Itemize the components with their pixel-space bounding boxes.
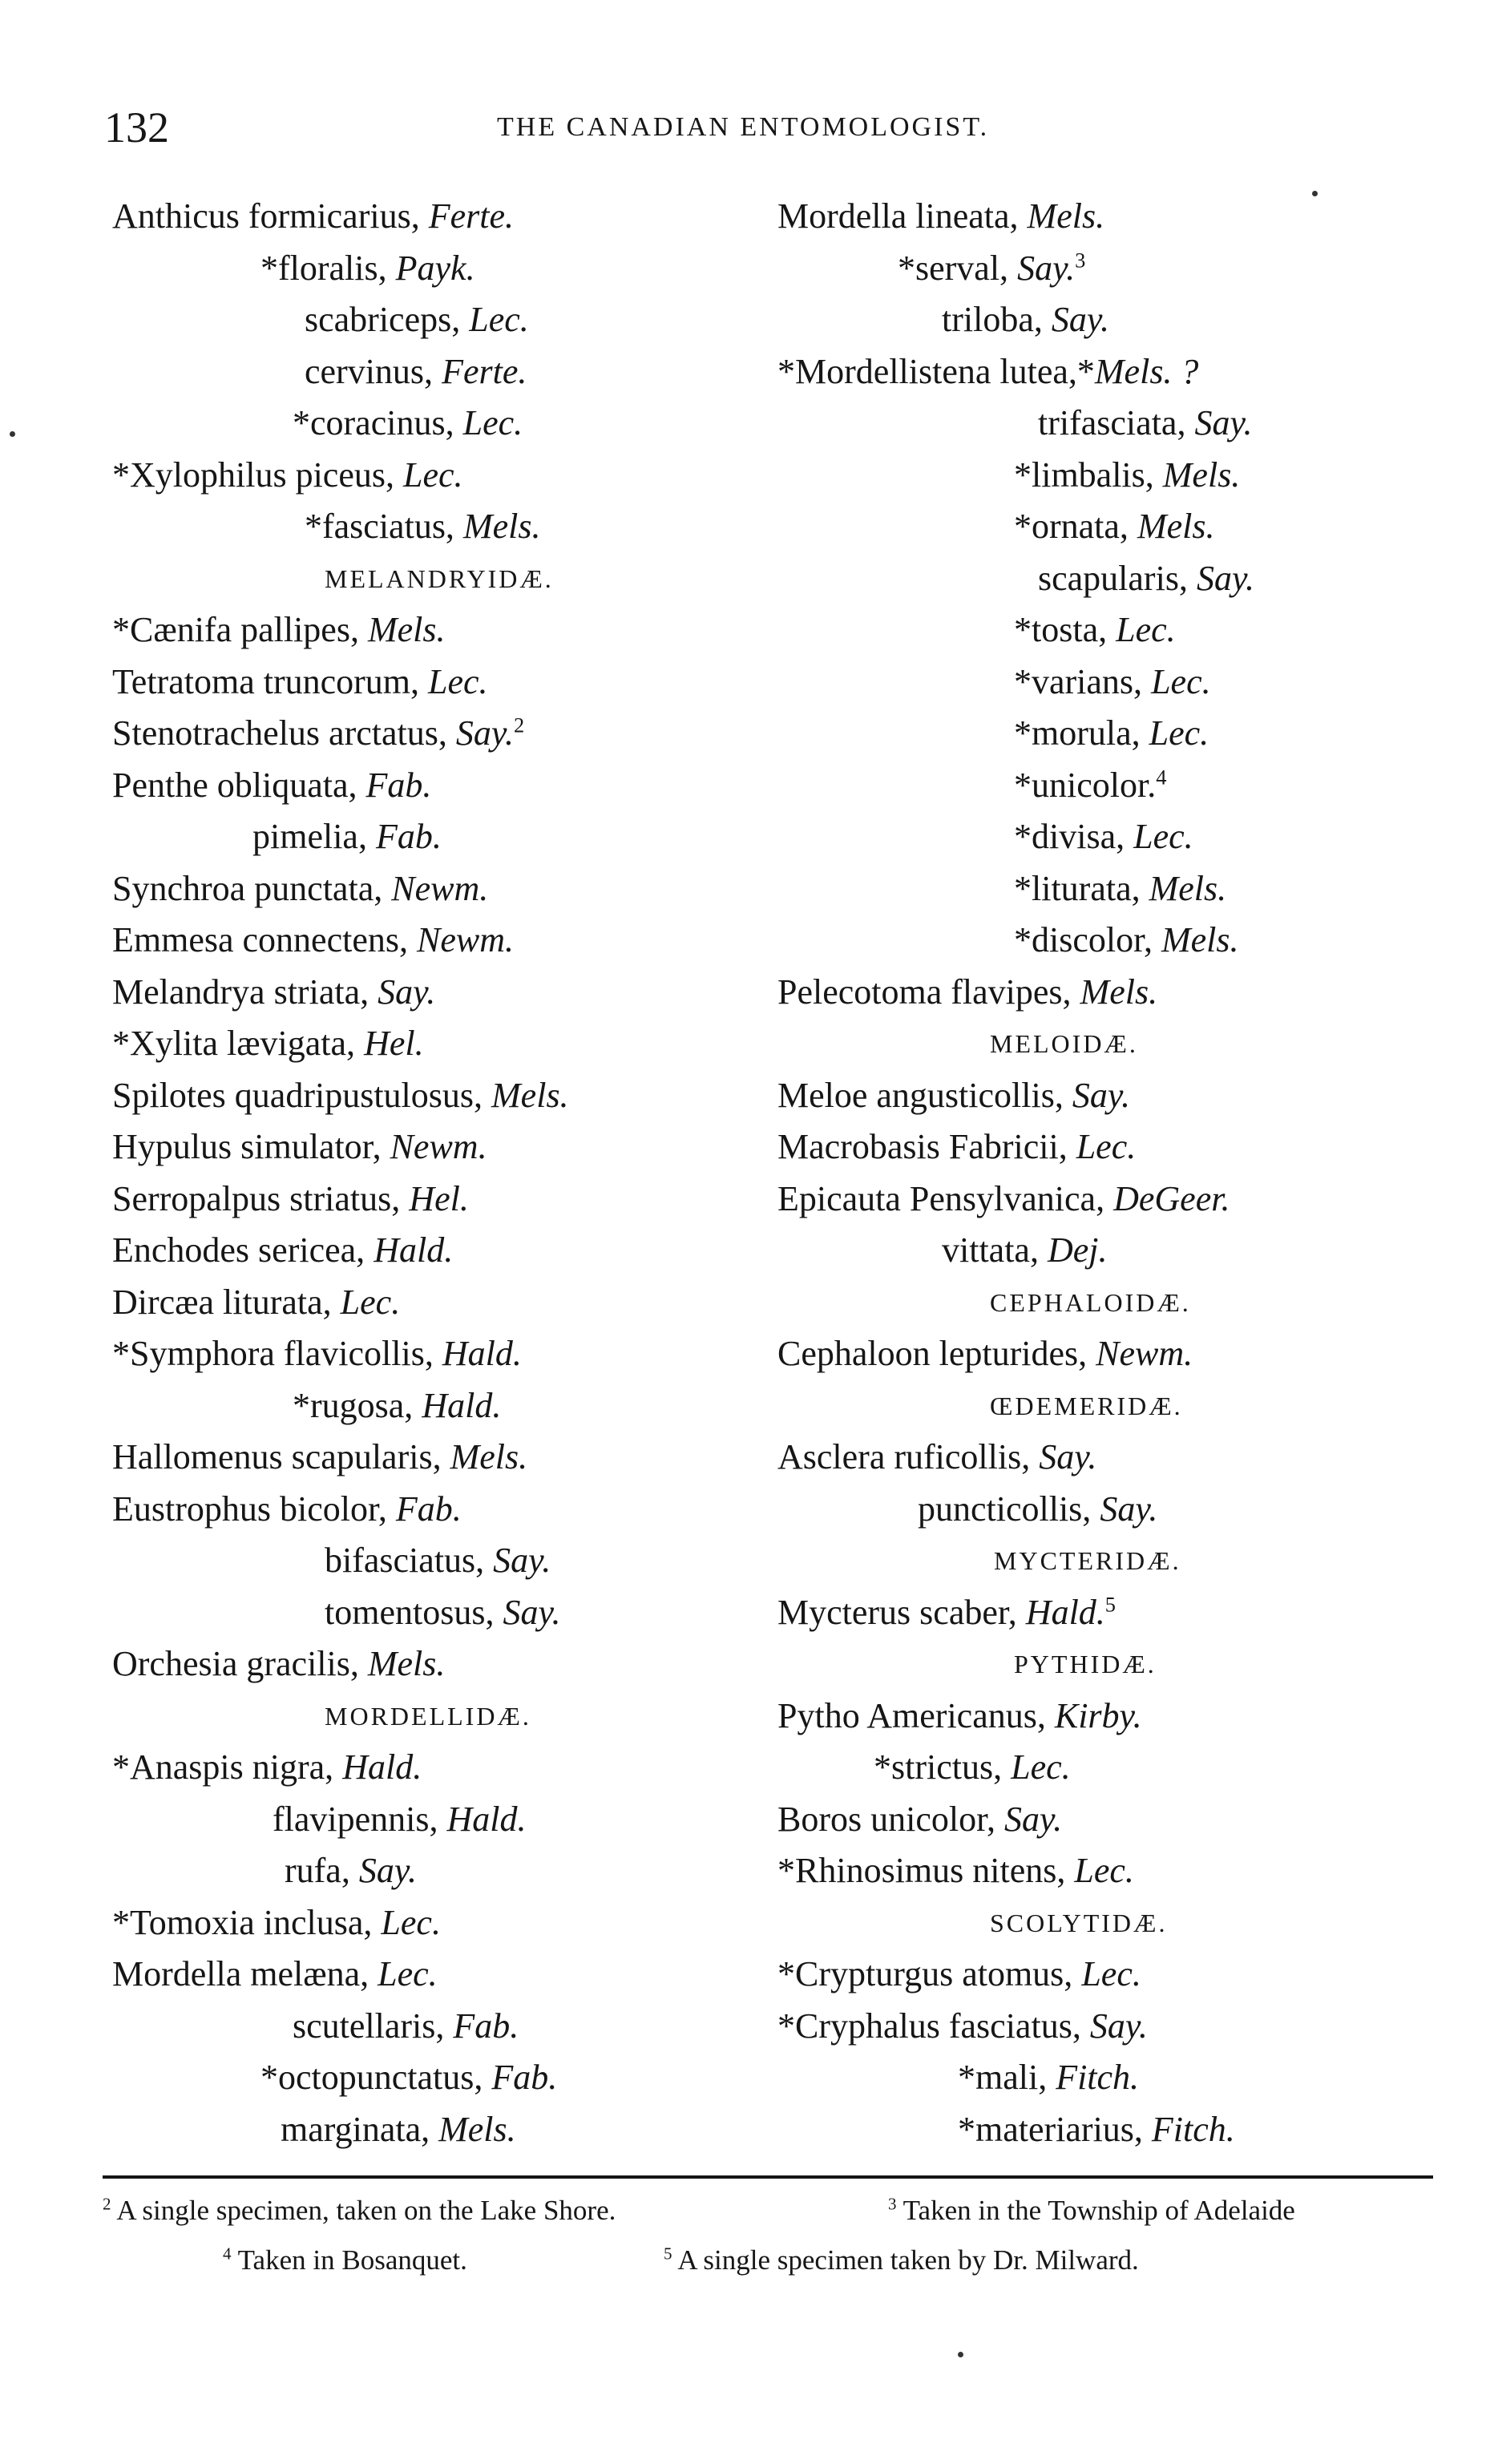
species-entry xyxy=(777,450,1443,502)
family-name: CEPHALOIDÆ. xyxy=(990,1287,1191,1317)
author-name: Ferte. xyxy=(442,351,527,391)
author-name: Lec. xyxy=(469,300,529,339)
species-entry xyxy=(777,1587,1443,1639)
author-name: Fab. xyxy=(491,2058,558,2097)
author-name: DeGeer. xyxy=(1113,1178,1230,1218)
species-entry xyxy=(112,1484,769,1536)
author-name: Lec. xyxy=(1116,610,1176,649)
species-entry xyxy=(777,1949,1443,2001)
species-name: Mordella lineata, xyxy=(777,196,1028,236)
species-entry xyxy=(777,656,1443,709)
species-entry xyxy=(777,760,1443,812)
species-entry xyxy=(112,1225,769,1277)
species-entry xyxy=(112,915,769,967)
species-name: bifasciatus, xyxy=(325,1541,494,1580)
page-header xyxy=(0,103,1486,159)
species-name: Serropalpus striatus, xyxy=(112,1178,410,1218)
author-name: Lec. xyxy=(1151,661,1211,701)
family-name: MYCTERIDÆ. xyxy=(994,1546,1181,1575)
species-name: flavipennis, xyxy=(273,1799,447,1839)
species-name: *Cænifa pallipes, xyxy=(112,610,368,649)
species-entry xyxy=(112,346,769,398)
author-name: Say. xyxy=(1100,1488,1158,1529)
print-speck xyxy=(1312,191,1318,196)
species-entry xyxy=(112,243,769,295)
species-entry xyxy=(777,1690,1443,1743)
species-entry xyxy=(112,708,769,760)
author-name: Hel. xyxy=(409,1178,469,1218)
species-entry xyxy=(777,1328,1443,1380)
species-name: rufa, xyxy=(285,1851,359,1890)
species-name: Dircæa liturata, xyxy=(112,1282,341,1322)
species-name: *tosta, xyxy=(1014,610,1117,649)
author-name: Lec. xyxy=(1076,1127,1137,1166)
species-entry xyxy=(112,1845,769,1897)
author-name: Lec. xyxy=(1133,817,1193,856)
author-name: Say. xyxy=(1051,300,1109,339)
footnote-ref: 2 xyxy=(513,713,525,737)
author-name: Mels. xyxy=(1162,454,1241,495)
author-name: Hald. xyxy=(1025,1592,1105,1632)
species-name: Eustrophus bicolor, xyxy=(112,1488,396,1529)
species-name: *Xylita lævigata, xyxy=(112,1024,365,1063)
author-name: Lec. xyxy=(428,661,488,701)
species-entry xyxy=(112,1949,769,2001)
species-entry xyxy=(777,1794,1443,1846)
author-name: Lec. xyxy=(1011,1747,1071,1787)
species-entry xyxy=(777,191,1443,243)
family-name: MORDELLIDÆ. xyxy=(325,1701,531,1731)
author-name: Say. xyxy=(1039,1437,1097,1476)
species-name: triloba, xyxy=(942,300,1052,339)
species-name: Orchesia gracilis, xyxy=(112,1644,368,1683)
species-name: *materiarius, xyxy=(958,2109,1152,2149)
species-entry xyxy=(112,811,769,863)
author-name: Say. xyxy=(1004,1799,1063,1839)
species-name: Asclera ruficollis, xyxy=(777,1437,1040,1476)
running-title: THE CANADIAN ENTOMOLOGIST. xyxy=(497,112,990,142)
species-entry xyxy=(112,2052,769,2104)
species-name: Meloe angusticollis, xyxy=(777,1075,1072,1115)
species-name: Macrobasis Fabricii, xyxy=(777,1127,1076,1166)
author-name: Mels. xyxy=(462,507,541,546)
family-heading xyxy=(112,1690,769,1743)
species-name: *Xylophilus piceus, xyxy=(112,454,403,495)
species-entry xyxy=(112,294,769,346)
species-entry xyxy=(777,915,1443,967)
author-name: Lec. xyxy=(1074,1851,1134,1890)
species-entry xyxy=(112,1277,769,1329)
species-entry xyxy=(112,1897,769,1949)
species-name: Pelecotoma flavipes, xyxy=(777,971,1080,1012)
species-name: Mordella melæna, xyxy=(112,1954,378,1993)
family-heading xyxy=(777,1638,1443,1690)
species-name: Mycterus scaber, xyxy=(777,1592,1026,1632)
species-name: cervinus, xyxy=(305,351,442,391)
species-name: *liturata, xyxy=(1014,868,1149,908)
species-name: *floralis, xyxy=(260,248,396,288)
species-entry xyxy=(112,1587,769,1639)
footnote-ref: 5 xyxy=(1104,1591,1116,1616)
species-name: *Anaspis nigra, xyxy=(112,1747,343,1787)
species-entry xyxy=(777,1484,1443,1536)
species-name: Stenotrachelus arctatus, xyxy=(112,713,456,753)
species-entry xyxy=(777,398,1443,450)
species-name: *Crypturgus atomus, xyxy=(777,1954,1082,1993)
species-entry xyxy=(777,2001,1443,2053)
species-entry xyxy=(112,2104,769,2156)
species-entry xyxy=(112,1328,769,1380)
family-heading xyxy=(777,1897,1443,1949)
species-name: *varians, xyxy=(1014,661,1152,701)
species-entry xyxy=(777,863,1443,915)
species-entry xyxy=(112,501,769,553)
species-entry xyxy=(112,604,769,656)
species-name: *mali, xyxy=(958,2058,1056,2097)
species-name: *Cryphalus fasciatus, xyxy=(777,2006,1090,2046)
family-name: PYTHIDÆ. xyxy=(1014,1650,1157,1678)
species-entry xyxy=(777,1742,1443,1794)
species-name: Hallomenus scapularis, xyxy=(112,1437,450,1476)
species-name: *strictus, xyxy=(874,1747,1012,1787)
author-name: Lec. xyxy=(402,454,463,495)
page-number: 132 xyxy=(104,103,169,151)
author-name: Fitch. xyxy=(1056,2058,1140,2097)
author-name: Say. xyxy=(1194,403,1253,442)
species-name: *coracinus, xyxy=(293,403,463,442)
species-entry xyxy=(777,1432,1443,1484)
author-name: Hald. xyxy=(342,1747,422,1787)
species-name: tomentosus, xyxy=(325,1592,503,1632)
author-name: Newm. xyxy=(391,868,489,908)
family-name: SCOLYTIDÆ. xyxy=(990,1908,1168,1937)
species-entry xyxy=(112,1535,769,1587)
author-name: Say. xyxy=(1017,248,1076,288)
species-name: Hypulus simulator, xyxy=(112,1127,390,1166)
family-heading xyxy=(777,1535,1443,1587)
author-name: Lec. xyxy=(462,403,523,442)
species-entry xyxy=(112,191,769,243)
species-name: scapularis, xyxy=(1038,558,1197,598)
author-name: Mels. xyxy=(1080,971,1158,1012)
species-name: scabriceps, xyxy=(305,300,470,339)
species-name: scutellaris, xyxy=(293,2006,454,2046)
species-entry xyxy=(777,553,1443,605)
species-name: Epicauta Pensylvanica, xyxy=(777,1178,1114,1218)
author-name: Mels. xyxy=(438,2109,516,2149)
author-name: Fab. xyxy=(395,1488,462,1529)
author-name: Newm. xyxy=(1096,1334,1193,1373)
species-name: vittata, xyxy=(942,1230,1048,1270)
author-name: Mels. xyxy=(1161,920,1239,959)
species-name: puncticollis, xyxy=(918,1488,1100,1529)
author-name: Say. xyxy=(378,971,436,1012)
species-name: *octopunctatus, xyxy=(260,2058,492,2097)
species-name: Cephaloon lepturides, xyxy=(777,1334,1096,1373)
author-name: Say. xyxy=(1072,1075,1130,1115)
left-column xyxy=(112,191,769,2155)
author-name: Say. xyxy=(493,1541,551,1580)
family-name: MELANDRYIDÆ. xyxy=(325,563,554,593)
species-name: *Symphora flavicollis, xyxy=(112,1334,442,1373)
species-name: marginata, xyxy=(281,2109,439,2149)
author-name: Newm. xyxy=(416,920,514,959)
species-entry xyxy=(112,1432,769,1484)
author-name: Lec. xyxy=(378,1954,438,1993)
species-entry xyxy=(777,243,1443,295)
author-name: Newm. xyxy=(390,1127,487,1166)
species-entry xyxy=(777,1173,1443,1226)
author-name: Lec. xyxy=(1149,713,1209,753)
author-name: Fab. xyxy=(375,817,442,856)
species-entry xyxy=(777,346,1443,398)
species-name: *Rhinosimus nitens, xyxy=(777,1851,1075,1890)
species-name: *fasciatus, xyxy=(305,507,463,546)
footnote-2: $^2$ A single specimen, taken on the Lake Shore. xyxy=(103,2194,616,2226)
species-entry xyxy=(112,1638,769,1690)
right-column xyxy=(777,191,1443,2155)
family-name: MELOIDÆ. xyxy=(990,1029,1138,1058)
species-entry xyxy=(112,1380,769,1432)
species-entry xyxy=(777,501,1443,553)
print-speck xyxy=(958,2352,963,2357)
species-name: pimelia, xyxy=(252,817,376,856)
footnote-4: $^4$ Taken in Bosanquet. xyxy=(223,2244,467,2276)
author-name: Lec. xyxy=(1081,1954,1141,1993)
author-name: Fab. xyxy=(365,765,432,805)
author-name: Mels. xyxy=(367,610,446,649)
author-name: Fitch. xyxy=(1151,2109,1235,2149)
species-entry xyxy=(777,1845,1443,1897)
species-name: *discolor, xyxy=(1014,920,1161,959)
species-name: Emmesa connectens, xyxy=(112,920,417,959)
author-name: Lec. xyxy=(340,1282,401,1322)
author-name: Mels. xyxy=(450,1437,528,1476)
author-name: Say. xyxy=(1089,2006,1148,2046)
species-name: *ornata, xyxy=(1014,507,1137,546)
species-entry xyxy=(112,967,769,1019)
species-entry xyxy=(112,1742,769,1794)
species-name: Melandrya striata, xyxy=(112,971,378,1012)
author-name: Hald. xyxy=(442,1334,522,1373)
species-name: Anthicus formicarius, xyxy=(112,196,429,236)
species-name: *serval, xyxy=(898,248,1018,288)
print-speck xyxy=(10,431,15,437)
footnote-ref: 3 xyxy=(1075,247,1086,272)
author-name: Kirby. xyxy=(1054,1695,1142,1735)
species-name: *limbalis, xyxy=(1014,454,1163,495)
family-heading xyxy=(777,1380,1443,1432)
author-name: Mels. xyxy=(367,1644,446,1683)
species-entry xyxy=(777,1121,1443,1173)
species-entry xyxy=(112,398,769,450)
species-entry xyxy=(112,1070,769,1122)
species-name: Boros unicolor, xyxy=(777,1799,1004,1839)
species-entry xyxy=(112,1173,769,1226)
species-entry xyxy=(112,1018,769,1070)
species-entry xyxy=(777,708,1443,760)
species-entry xyxy=(777,2104,1443,2156)
species-entry xyxy=(112,450,769,502)
species-name: *Tomoxia inclusa, xyxy=(112,1902,382,1942)
author-name: Say. xyxy=(358,1851,417,1890)
species-name: Penthe obliquata, xyxy=(112,765,366,805)
species-name: Tetratoma truncorum, xyxy=(112,661,429,701)
family-heading xyxy=(777,1018,1443,1070)
species-name: trifasciata, xyxy=(1038,403,1195,442)
author-name: Mels. ? xyxy=(1094,351,1199,391)
author-name: Fab. xyxy=(453,2006,519,2046)
species-name: *unicolor. xyxy=(1014,765,1157,805)
author-name: Mels. xyxy=(1149,868,1227,908)
species-name: Pytho Americanus, xyxy=(777,1695,1055,1735)
author-name: Lec. xyxy=(381,1902,441,1942)
author-name: Mels. xyxy=(491,1075,569,1115)
family-name: ŒDEMERIDÆ. xyxy=(990,1391,1183,1420)
species-name: *divisa, xyxy=(1014,817,1134,856)
family-heading xyxy=(112,553,769,605)
footnote-ref: 4 xyxy=(1156,764,1167,789)
family-heading xyxy=(777,1277,1443,1329)
species-entry xyxy=(777,1070,1443,1122)
author-name: Mels. xyxy=(1027,196,1105,236)
footnote-3: $^3$ Taken in the Township of Adelaide xyxy=(888,2194,1295,2226)
author-name: Say. xyxy=(455,713,514,753)
author-name: Mels. xyxy=(1137,507,1215,546)
footnote-5: $^5$ A single specimen taken by Dr. Milward. xyxy=(664,2244,1139,2276)
species-name: Synchroa punctata, xyxy=(112,868,392,908)
author-name: Payk. xyxy=(395,248,475,288)
species-entry xyxy=(777,294,1443,346)
author-name: Say. xyxy=(1196,558,1255,598)
species-entry xyxy=(112,1794,769,1846)
author-name: Hald. xyxy=(374,1230,454,1270)
species-name: Spilotes quadripustulosus, xyxy=(112,1075,492,1115)
species-entry xyxy=(112,863,769,915)
author-name: Ferte. xyxy=(428,196,514,236)
species-entry xyxy=(112,2001,769,2053)
author-name: Hel. xyxy=(364,1024,424,1063)
author-name: Hald. xyxy=(422,1385,502,1425)
species-entry xyxy=(777,811,1443,863)
author-name: Dej. xyxy=(1047,1230,1108,1270)
species-entry xyxy=(112,760,769,812)
species-name: *rugosa, xyxy=(293,1385,422,1425)
species-entry xyxy=(777,2052,1443,2104)
species-entry xyxy=(777,967,1443,1019)
species-entry xyxy=(112,1121,769,1173)
author-name: Say. xyxy=(503,1592,561,1632)
author-name: Hald. xyxy=(446,1799,527,1839)
species-entry xyxy=(112,656,769,709)
footnote-rule xyxy=(103,2175,1433,2179)
species-entry xyxy=(777,604,1443,656)
species-name: *morula, xyxy=(1014,713,1149,753)
species-entry xyxy=(777,1225,1443,1277)
species-name: *Mordellistena lutea,* xyxy=(777,351,1095,391)
species-name: Enchodes sericea, xyxy=(112,1230,374,1270)
